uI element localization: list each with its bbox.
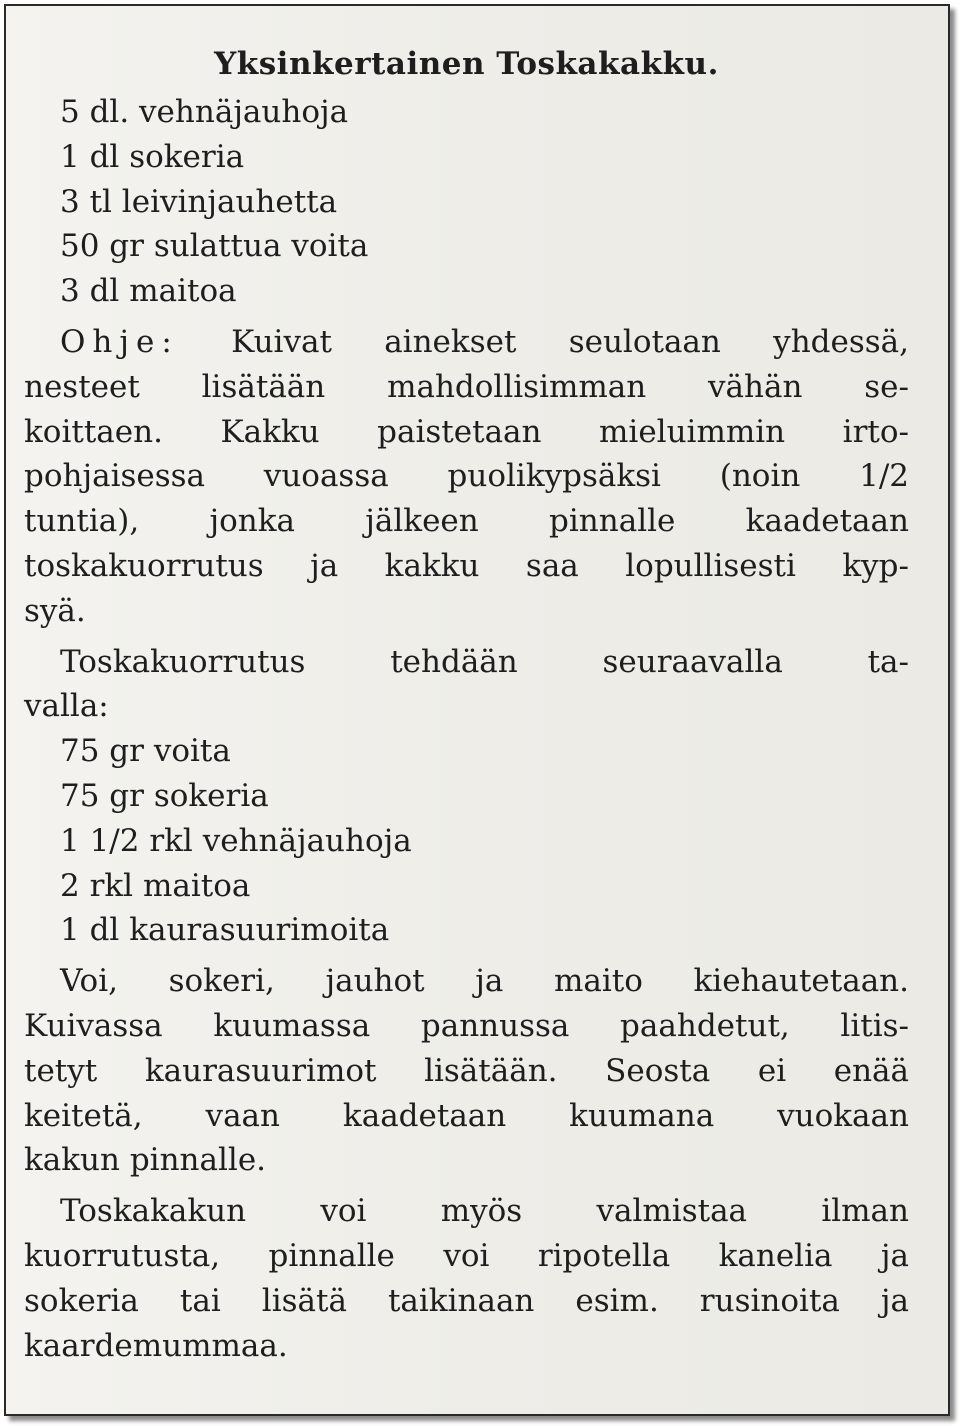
text-line: valla: [24,688,109,725]
recipe-text [24,42,909,1368]
topping-method-paragraph [24,959,909,1183]
text-line: kuorrutusta, pinnalle voi ripotella kanelia ja [24,1237,909,1274]
text-line: kakun pinnalle. [24,1142,267,1179]
ingredient-line: 3 dl maitoa [60,273,237,310]
topping-ingredients-list [24,729,909,953]
text-line: koittaen. Kakku paistetaan mieluimmin irto- [24,413,909,450]
ingredient-line: 1 dl sokeria [60,138,245,175]
text-line: Kuivassa kuumassa pannussa paahdetut, litis- [24,1007,909,1044]
ingredient-line: 75 gr voita [60,733,231,770]
ingredient-line: 1 dl kaurasuurimoita [60,912,390,949]
ingredient-line: 5 dl. vehnäjauhoja [60,94,349,130]
ingredient-line: 3 tl leivinjauhetta [60,183,338,220]
text-line: tuntia), jonka jälkeen pinnalle kaadetaan [24,503,909,540]
ingredient-line: 75 gr sokeria [60,777,269,814]
text-line: sokeria tai lisätä taikinaan esim. rusinoita ja [24,1282,909,1319]
text-line: Voi, sokeri, jauhot ja maito kiehautetaan. [60,963,909,1000]
text-line: nesteet lisätään mahdollisimman vähän se- [24,368,909,405]
text-line: toskakuorrutus ja kakku saa lopullisesti kyp- [24,547,909,584]
scan-frame [4,4,950,1416]
text-line: syä. [24,592,86,629]
ingredient-line: 1 1/2 rkl vehnäjauhoja [60,822,412,859]
text-line: kaardemummaa. [24,1327,288,1364]
cake-ingredients-list [24,90,909,314]
text-line: tetyt kaurasuurimot lisätään. Seosta ei enää [24,1052,909,1089]
text-line: Toskakakun voi myös valmistaa ilman [60,1193,909,1230]
book-page [6,6,948,1414]
ingredient-line: 50 gr sulattua voita [60,228,369,265]
text-line: Toskakuorrutus tehdään seuraavalla ta- [60,643,909,680]
variation-paragraph [24,1189,909,1368]
text-line: Kuivat ainekset seulotaan yhdessä, [178,323,909,360]
recipe-title: Yksinkertainen Toskakakku. [214,46,719,82]
instructions-paragraph [24,320,909,634]
topping-intro-paragraph [24,640,909,730]
instructions-label: Ohje: [60,323,179,360]
ingredient-line: 2 rkl maitoa [60,867,251,904]
text-line: pohjaisessa vuoassa puolikypsäksi (noin 1/2 [24,458,909,495]
text-line: keitetä, vaan kaadetaan kuumana vuokaan [24,1097,909,1134]
